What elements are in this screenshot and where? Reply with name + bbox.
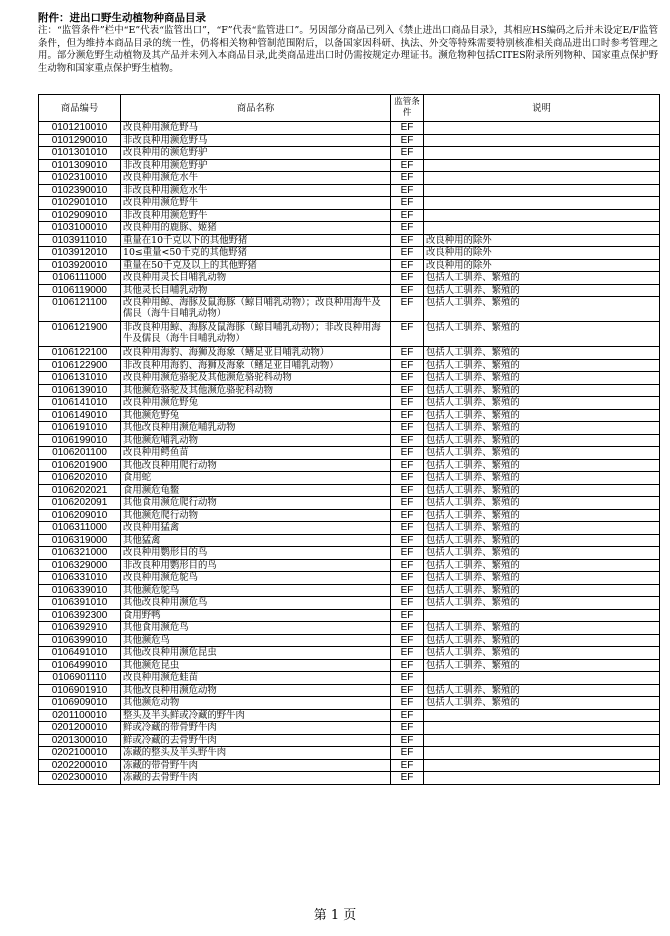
table-row — [39, 247, 660, 260]
cell-name: 改良种用濒危野牛 — [121, 197, 391, 210]
cell-code: 0106392300 — [39, 609, 121, 622]
cell-description: 包括人工驯养、繁殖的 — [424, 559, 660, 572]
cell-condition: EF — [391, 722, 424, 735]
cell-name: 10≤重量<50千克的其他野猪 — [121, 247, 391, 260]
cell-description: 包括人工驯养、繁殖的 — [424, 647, 660, 660]
cell-name: 改良种用海豹、海狮及海象（鳍足亚目哺乳动物） — [121, 347, 391, 360]
cell-condition: EF — [391, 759, 424, 772]
cell-code: 0106499010 — [39, 659, 121, 672]
cell-name: 其他濒危鸵鸟 — [121, 584, 391, 597]
cell-condition: EF — [391, 772, 424, 785]
cell-condition: EF — [391, 284, 424, 297]
cell-condition: EF — [391, 572, 424, 585]
cell-description — [424, 222, 660, 235]
cell-name: 其他食用濒危鸟 — [121, 622, 391, 635]
cell-condition: EF — [391, 559, 424, 572]
cell-description: 包括人工驯养、繁殖的 — [424, 347, 660, 360]
cell-code: 0106131010 — [39, 372, 121, 385]
table-row — [39, 272, 660, 285]
cell-code: 0106391010 — [39, 597, 121, 610]
table-row — [39, 359, 660, 372]
cell-condition: EF — [391, 222, 424, 235]
cell-condition: EF — [391, 672, 424, 685]
cell-description: 包括人工驯养、繁殖的 — [424, 472, 660, 485]
table-row — [39, 609, 660, 622]
cell-description — [424, 134, 660, 147]
cell-name: 其他改良种用濒危动物 — [121, 684, 391, 697]
cell-condition: EF — [391, 359, 424, 372]
table-row — [39, 222, 660, 235]
cell-code: 0106202010 — [39, 472, 121, 485]
table-row — [39, 484, 660, 497]
cell-code: 0102390010 — [39, 184, 121, 197]
cell-code: 0106202091 — [39, 497, 121, 510]
table-row — [39, 209, 660, 222]
cell-code: 0106392910 — [39, 622, 121, 635]
cell-description: 包括人工驯养、繁殖的 — [424, 372, 660, 385]
cell-description: 包括人工驯养、繁殖的 — [424, 697, 660, 710]
cell-condition: EF — [391, 734, 424, 747]
cell-description: 改良种用的除外 — [424, 247, 660, 260]
cell-name: 其他濒危骆驼及其他濒危骆驼科动物 — [121, 384, 391, 397]
page-number: 第 1 页 — [313, 908, 357, 923]
table-row — [39, 384, 660, 397]
cell-condition: EF — [391, 134, 424, 147]
table-row — [39, 147, 660, 160]
cell-description — [424, 722, 660, 735]
cell-name: 改良种用濒危鸵鸟 — [121, 572, 391, 585]
cell-condition: EF — [391, 684, 424, 697]
table-row — [39, 459, 660, 472]
cell-name: 其他改良种用濒危昆虫 — [121, 647, 391, 660]
cell-name: 其他食用濒危爬行动物 — [121, 497, 391, 510]
cell-description: 包括人工驯养、繁殖的 — [424, 572, 660, 585]
catalog-table — [38, 94, 660, 785]
table-row — [39, 434, 660, 447]
cell-description: 改良种用的除外 — [424, 259, 660, 272]
table-row — [39, 497, 660, 510]
table-row — [39, 259, 660, 272]
cell-condition: EF — [391, 234, 424, 247]
table-row — [39, 159, 660, 172]
table-row — [39, 409, 660, 422]
cell-description: 包括人工驯养、繁殖的 — [424, 459, 660, 472]
header-condition: 监管条件 — [391, 95, 424, 122]
table-row — [39, 397, 660, 410]
cell-condition: EF — [391, 197, 424, 210]
cell-condition: EF — [391, 122, 424, 135]
page-title: 附件：进出口野生动植物种商品目录 — [38, 12, 206, 24]
cell-name: 其他濒危昆虫 — [121, 659, 391, 672]
cell-code: 0106199010 — [39, 434, 121, 447]
cell-name: 其他改良种用爬行动物 — [121, 459, 391, 472]
cell-description: 包括人工驯养、繁殖的 — [424, 422, 660, 435]
cell-description: 包括人工驯养、繁殖的 — [424, 272, 660, 285]
cell-description: 包括人工驯养、繁殖的 — [424, 659, 660, 672]
cell-condition: EF — [391, 697, 424, 710]
cell-name: 改良种用的鹿豚、姬猪 — [121, 222, 391, 235]
cell-code: 0106311000 — [39, 522, 121, 535]
cell-code: 0106141010 — [39, 397, 121, 410]
table-row — [39, 297, 660, 322]
cell-condition: EF — [391, 709, 424, 722]
cell-name: 整头及半头鲜或冷藏的野牛肉 — [121, 709, 391, 722]
cell-code: 0106139010 — [39, 384, 121, 397]
cell-condition: EF — [391, 647, 424, 660]
cell-condition: EF — [391, 497, 424, 510]
cell-code: 0106121100 — [39, 297, 121, 322]
cell-description — [424, 184, 660, 197]
table-row — [39, 509, 660, 522]
cell-name: 非改良种用濒危水牛 — [121, 184, 391, 197]
cell-code: 0106201100 — [39, 447, 121, 460]
cell-condition: EF — [391, 322, 424, 347]
table-row — [39, 134, 660, 147]
table-row — [39, 722, 660, 735]
cell-condition: EF — [391, 472, 424, 485]
table-row — [39, 659, 660, 672]
cell-name: 鲜或冷藏的带骨野牛肉 — [121, 722, 391, 735]
cell-condition: EF — [391, 272, 424, 285]
cell-name: 改良种用鲸、海豚及鼠海豚（鲸目哺乳动物）；改良种用海牛及儒艮（海牛目哺乳动物） — [121, 297, 391, 322]
cell-description: 包括人工驯养、繁殖的 — [424, 684, 660, 697]
table-row — [39, 422, 660, 435]
table-row — [39, 372, 660, 385]
cell-condition: EF — [391, 384, 424, 397]
cell-code: 0101290010 — [39, 134, 121, 147]
cell-code: 0103911010 — [39, 234, 121, 247]
cell-name: 改良种用鳄鱼苗 — [121, 447, 391, 460]
cell-description: 包括人工驯养、繁殖的 — [424, 322, 660, 347]
cell-condition: EF — [391, 597, 424, 610]
cell-code: 0201100010 — [39, 709, 121, 722]
table-row — [39, 447, 660, 460]
cell-name: 重量在50千克及以上的其他野猪 — [121, 259, 391, 272]
cell-description — [424, 709, 660, 722]
cell-description — [424, 147, 660, 160]
cell-condition: EF — [391, 584, 424, 597]
cell-condition: EF — [391, 184, 424, 197]
cell-description — [424, 172, 660, 185]
header-code: 商品编号 — [39, 95, 121, 122]
cell-description: 包括人工驯养、繁殖的 — [424, 447, 660, 460]
cell-description: 包括人工驯养、繁殖的 — [424, 622, 660, 635]
cell-name: 改良种用濒危骆驼及其他濒危骆驼科动物 — [121, 372, 391, 385]
table-row — [39, 572, 660, 585]
cell-code: 0106491010 — [39, 647, 121, 660]
cell-description: 包括人工驯养、繁殖的 — [424, 297, 660, 322]
cell-code: 0106339010 — [39, 584, 121, 597]
cell-description: 包括人工驯养、繁殖的 — [424, 409, 660, 422]
table-row — [39, 622, 660, 635]
cell-description — [424, 759, 660, 772]
cell-code: 0106202021 — [39, 484, 121, 497]
cell-description: 包括人工驯养、繁殖的 — [424, 434, 660, 447]
cell-condition: EF — [391, 634, 424, 647]
cell-name: 冻藏的带骨野牛肉 — [121, 759, 391, 772]
cell-description — [424, 209, 660, 222]
cell-code: 0106321000 — [39, 547, 121, 560]
cell-code: 0101301010 — [39, 147, 121, 160]
cell-code: 0202100010 — [39, 747, 121, 760]
table-row — [39, 534, 660, 547]
cell-name: 非改良种用濒危野牛 — [121, 209, 391, 222]
cell-code: 0201200010 — [39, 722, 121, 735]
table-row — [39, 697, 660, 710]
cell-condition: EF — [391, 459, 424, 472]
cell-description — [424, 747, 660, 760]
table-row — [39, 472, 660, 485]
cell-name: 改良种用濒危水牛 — [121, 172, 391, 185]
cell-condition: EF — [391, 547, 424, 560]
table-body — [39, 122, 660, 785]
cell-name: 食用蛇 — [121, 472, 391, 485]
cell-condition: EF — [391, 247, 424, 260]
table-row — [39, 547, 660, 560]
cell-name: 冻藏的整头及半头野牛肉 — [121, 747, 391, 760]
cell-code: 0103920010 — [39, 259, 121, 272]
table-row — [39, 747, 660, 760]
cell-description: 包括人工驯养、繁殖的 — [424, 497, 660, 510]
cell-condition: EF — [391, 147, 424, 160]
cell-description — [424, 672, 660, 685]
cell-code: 0103912010 — [39, 247, 121, 260]
cell-description: 包括人工驯养、繁殖的 — [424, 509, 660, 522]
cell-name: 改良种用猛禽 — [121, 522, 391, 535]
table-row — [39, 197, 660, 210]
cell-condition: EF — [391, 609, 424, 622]
cell-description: 包括人工驯养、繁殖的 — [424, 534, 660, 547]
cell-description: 包括人工驯养、繁殖的 — [424, 634, 660, 647]
cell-description — [424, 734, 660, 747]
cell-condition: EF — [391, 397, 424, 410]
cell-code: 0106122100 — [39, 347, 121, 360]
cell-description: 包括人工驯养、繁殖的 — [424, 397, 660, 410]
table-row — [39, 759, 660, 772]
cell-name: 其他改良种用濒危鸟 — [121, 597, 391, 610]
cell-name: 改良种用灵长目哺乳动物 — [121, 272, 391, 285]
cell-condition: EF — [391, 159, 424, 172]
cell-code: 0106901910 — [39, 684, 121, 697]
table-row — [39, 772, 660, 785]
cell-code: 0106329000 — [39, 559, 121, 572]
cell-name: 改良种用的濒危野驴 — [121, 147, 391, 160]
cell-name: 其他改良种用濒危哺乳动物 — [121, 422, 391, 435]
cell-description — [424, 609, 660, 622]
cell-description — [424, 159, 660, 172]
cell-code: 0106399010 — [39, 634, 121, 647]
cell-code: 0106901110 — [39, 672, 121, 685]
table-row — [39, 122, 660, 135]
table-row — [39, 522, 660, 535]
cell-condition: EF — [391, 422, 424, 435]
cell-description: 包括人工驯养、繁殖的 — [424, 284, 660, 297]
cell-name: 其他濒危野兔 — [121, 409, 391, 422]
cell-code: 0106121900 — [39, 322, 121, 347]
cell-condition: EF — [391, 172, 424, 185]
header-name: 商品名称 — [121, 95, 391, 122]
cell-condition: EF — [391, 347, 424, 360]
cell-condition: EF — [391, 534, 424, 547]
cell-condition: EF — [391, 659, 424, 672]
cell-condition: EF — [391, 509, 424, 522]
cell-code: 0106201900 — [39, 459, 121, 472]
cell-condition: EF — [391, 297, 424, 322]
cell-name: 改良种用濒危蛙苗 — [121, 672, 391, 685]
table-header-row — [39, 95, 660, 122]
cell-description — [424, 197, 660, 210]
catalog-table-wrapper — [38, 94, 660, 785]
cell-condition: EF — [391, 409, 424, 422]
table-row — [39, 634, 660, 647]
cell-code: 0202300010 — [39, 772, 121, 785]
table-row — [39, 734, 660, 747]
table-row — [39, 597, 660, 610]
cell-condition: EF — [391, 434, 424, 447]
cell-description: 包括人工驯养、繁殖的 — [424, 384, 660, 397]
cell-condition: EF — [391, 747, 424, 760]
cell-code: 0106191010 — [39, 422, 121, 435]
cell-code: 0102901010 — [39, 197, 121, 210]
cell-code: 0106149010 — [39, 409, 121, 422]
cell-name: 重量在10千克以下的其他野猪 — [121, 234, 391, 247]
cell-condition: EF — [391, 259, 424, 272]
cell-description: 包括人工驯养、繁殖的 — [424, 359, 660, 372]
cell-name: 非改良种用海豹、海狮及海象（鳍足亚目哺乳动物） — [121, 359, 391, 372]
cell-name: 其他濒危哺乳动物 — [121, 434, 391, 447]
table-row — [39, 584, 660, 597]
cell-code: 0106119000 — [39, 284, 121, 297]
cell-code: 0106209010 — [39, 509, 121, 522]
cell-condition: EF — [391, 622, 424, 635]
table-row — [39, 322, 660, 347]
cell-description — [424, 122, 660, 135]
cell-condition: EF — [391, 484, 424, 497]
cell-code: 0106111000 — [39, 272, 121, 285]
table-row — [39, 684, 660, 697]
cell-name: 非改良种用鹦形目的鸟 — [121, 559, 391, 572]
cell-description: 包括人工驯养、繁殖的 — [424, 597, 660, 610]
table-row — [39, 184, 660, 197]
cell-name: 其他濒危动物 — [121, 697, 391, 710]
cell-name: 鲜或冷藏的去骨野牛肉 — [121, 734, 391, 747]
cell-code: 0102909010 — [39, 209, 121, 222]
table-row — [39, 559, 660, 572]
cell-name: 食用濒危龟鳖 — [121, 484, 391, 497]
cell-code: 0106319000 — [39, 534, 121, 547]
table-row — [39, 347, 660, 360]
cell-code: 0101210010 — [39, 122, 121, 135]
cell-name: 其他灵长目哺乳动物 — [121, 284, 391, 297]
table-row — [39, 284, 660, 297]
table-row — [39, 672, 660, 685]
table-row — [39, 234, 660, 247]
cell-name: 其他猛禽 — [121, 534, 391, 547]
cell-code: 0106331010 — [39, 572, 121, 585]
cell-condition: EF — [391, 209, 424, 222]
cell-name: 非改良种用濒危野驴 — [121, 159, 391, 172]
cell-name: 其他濒危鸟 — [121, 634, 391, 647]
cell-code: 0201300010 — [39, 734, 121, 747]
cell-name: 改良种用濒危野兔 — [121, 397, 391, 410]
cell-code: 0202200010 — [39, 759, 121, 772]
cell-condition: EF — [391, 447, 424, 460]
table-row — [39, 709, 660, 722]
cell-description — [424, 772, 660, 785]
cell-name: 非改良种用鲸、海豚及鼠海豚（鲸目哺乳动物）；非改良种用海牛及儒艮（海牛目哺乳动物） — [121, 322, 391, 347]
cell-description: 包括人工驯养、繁殖的 — [424, 522, 660, 535]
cell-description: 包括人工驯养、繁殖的 — [424, 547, 660, 560]
cell-condition: EF — [391, 372, 424, 385]
cell-code: 0103100010 — [39, 222, 121, 235]
cell-name: 冻藏的去骨野牛肉 — [121, 772, 391, 785]
cell-name: 非改良种用濒危野马 — [121, 134, 391, 147]
cell-description: 改良种用的除外 — [424, 234, 660, 247]
cell-name: 改良种用鹦形目的鸟 — [121, 547, 391, 560]
cell-code: 0102310010 — [39, 172, 121, 185]
cell-description: 包括人工驯养、繁殖的 — [424, 584, 660, 597]
cell-name: 改良种用濒危野马 — [121, 122, 391, 135]
header-description: 说明 — [424, 95, 660, 122]
note-paragraph: 注：“监管条件”栏中“E”代表“监管出口”，“F”代表“监管进口”。另因部分商品已列入《禁止进出口商品目录》，其相应HS编码之后并未设定E/F监管条件，但为维持本商品目录的统一性，仍将相关物种管制范围附后，以备国家因科研、执法、外交等特殊需要特别核准相关商品进出口时参考管理之用。部分濒危野生动植物及其产品并未列入本商品目录,此类商品进出口时仍需按规定办理证书。濒危物种包括CITES附录所列物种、国家重点保护野生动物和国家重点保护野生植物。 — [38, 25, 658, 74]
cell-condition: EF — [391, 522, 424, 535]
table-row — [39, 647, 660, 660]
cell-code: 0106909010 — [39, 697, 121, 710]
cell-name: 其他濒危爬行动物 — [121, 509, 391, 522]
cell-code: 0106122900 — [39, 359, 121, 372]
cell-code: 0101309010 — [39, 159, 121, 172]
cell-description: 包括人工驯养、繁殖的 — [424, 484, 660, 497]
cell-name: 食用野鸭 — [121, 609, 391, 622]
table-row — [39, 172, 660, 185]
